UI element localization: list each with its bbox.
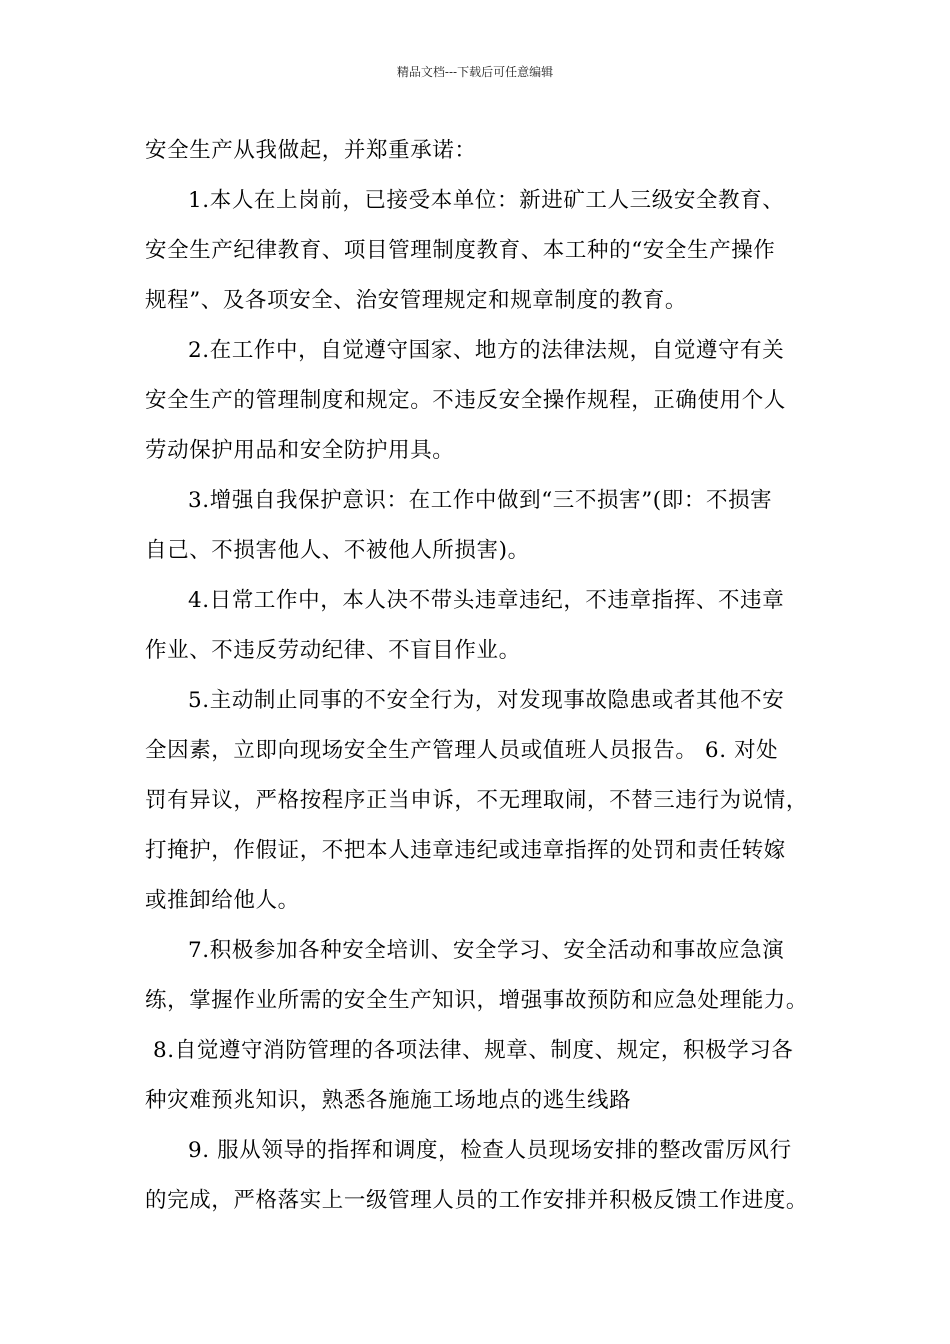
text-line: 8.自觉遵守消防管理的各项法律、规章、制度、规定，积极学习各 — [153, 1038, 794, 1063]
text-line: 1.本人在上岗前，已接受本单位：新进矿工人三级安全教育、 — [188, 188, 785, 213]
text-line: 或推卸给他人。 — [145, 888, 300, 913]
text-line: 9. 服从领导的指挥和调度，检查人员现场安排的整改雷厉风行 — [188, 1138, 792, 1163]
text-line: 安全生产纪律教育、项目管理制度教育、本工种的“安全生产操作 — [145, 238, 776, 263]
text-line: 练，掌握作业所需的安全生产知识，增强事故预防和应急处理能力。 — [145, 988, 809, 1013]
text-line: 作业、不违反劳动纪律、不盲目作业。 — [145, 638, 521, 663]
text-line: 安全生产从我做起，并郑重承诺： — [145, 138, 477, 163]
text-line: 种灾难预兆知识，熟悉各施施工场地点的逃生线路 — [145, 1088, 632, 1113]
text-line: 打掩护，作假证，不把本人违章违纪或违章指挥的处罚和责任转嫁 — [145, 838, 786, 863]
text-line: 全因素，立即向现场安全生产管理人员或值班人员报告。 6. 对处 — [145, 738, 779, 763]
text-line: 劳动保护用品和安全防护用具。 — [145, 438, 455, 463]
text-line: 4.日常工作中，本人决不带头违章违纪，不违章指挥、不违章 — [188, 588, 785, 613]
text-line: 安全生产的管理制度和规定。不违反安全操作规程，正确使用个人 — [145, 388, 786, 413]
text-line: 5.主动制止同事的不安全行为，对发现事故隐患或者其他不安 — [188, 688, 785, 713]
text-line: 2.在工作中，自觉遵守国家、地方的法律法规，自觉遵守有关 — [188, 338, 785, 363]
text-line: 的完成，严格落实上一级管理人员的工作安排并积极反馈工作进度。 — [145, 1188, 809, 1213]
text-line: 规程”、及各项安全、治安管理规定和规章制度的教育。 — [145, 288, 687, 313]
text-line: 自己、不损害他人、不被他人所损害)。 — [145, 538, 530, 563]
text-line: 罚有异议，严格按程序正当申诉，不无理取闹，不替三违行为说情， — [145, 788, 809, 813]
text-line: 7.积极参加各种安全培训、安全学习、安全活动和事故应急演 — [188, 938, 785, 963]
text-line: 3.增强自我保护意识：在工作中做到“三不损害”(即：不损害 — [188, 488, 773, 513]
page-header: 精品文档---下载后可任意编辑 — [396, 65, 554, 79]
